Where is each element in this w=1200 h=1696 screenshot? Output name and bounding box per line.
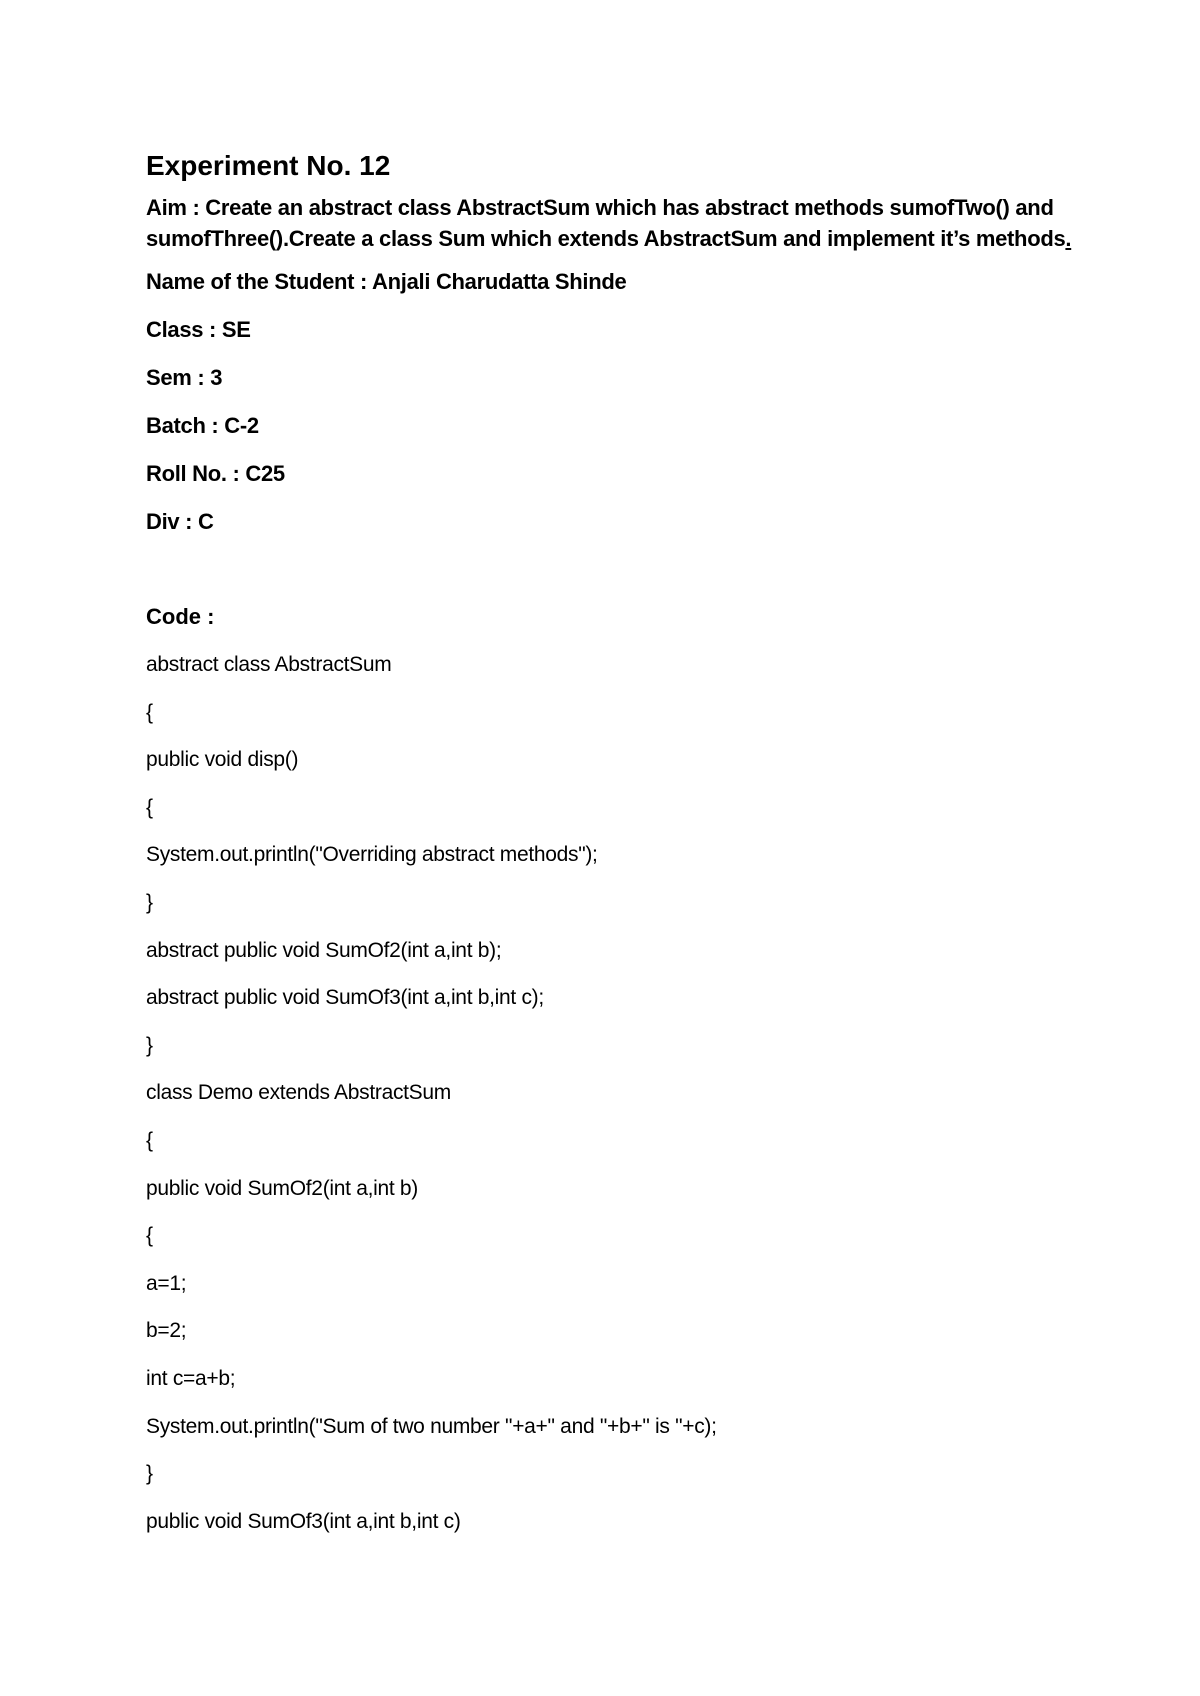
- code-line: public void disp(): [146, 748, 299, 772]
- code-line: {: [146, 700, 153, 724]
- code-line: public void SumOf2(int a,int b): [146, 1176, 418, 1200]
- code-line: class Demo extends AbstractSum: [146, 1081, 451, 1105]
- aim-paragraph: [146, 192, 1086, 254]
- student-details: [146, 266, 1086, 554]
- student-batch: Batch : C-2: [146, 413, 259, 438]
- code-line: {: [146, 1224, 153, 1248]
- student-sem: Sem : 3: [146, 365, 223, 390]
- code-line: abstract class AbstractSum: [146, 653, 392, 676]
- code-block: [146, 649, 1086, 1553]
- code-line: b=2;: [146, 1319, 187, 1343]
- code-line: a=1;: [146, 1271, 187, 1295]
- aim-end: .: [1065, 226, 1072, 251]
- student-div: Div : C: [146, 509, 214, 534]
- student-roll-no: Roll No. : C25: [146, 461, 285, 486]
- code-line: {: [146, 1128, 153, 1152]
- code-line: }: [146, 890, 153, 914]
- code-line: {: [146, 795, 153, 819]
- code-line: int c=a+b;: [146, 1366, 236, 1390]
- code-heading: Code :: [146, 604, 215, 629]
- code-line: System.out.println("Sum of two number "+a+" and "+b+" is "+c);: [146, 1414, 717, 1438]
- code-line: public void SumOf3(int a,int b,int c): [146, 1509, 461, 1533]
- student-name: Name of the Student : Anjali Charudatta Shinde: [146, 269, 627, 294]
- blank-line: [146, 554, 1086, 601]
- code-line: System.out.println("Overriding abstract methods");: [146, 843, 598, 867]
- code-line: abstract public void SumOf2(int a,int b);: [146, 938, 502, 962]
- code-line: abstract public void SumOf3(int a,int b,int c);: [146, 986, 544, 1010]
- experiment-title: Experiment No. 12: [146, 150, 391, 181]
- document-page: [146, 140, 1086, 1553]
- code-line: }: [146, 1033, 153, 1057]
- student-class: Class : SE: [146, 317, 251, 342]
- code-line: }: [146, 1462, 153, 1486]
- aim-text: Aim : Create an abstract class AbstractSum which has abstract methods sumofTwo() and sumofThree().Create a class Sum which extends AbstractSum and implement it’s methods: [146, 195, 1066, 251]
